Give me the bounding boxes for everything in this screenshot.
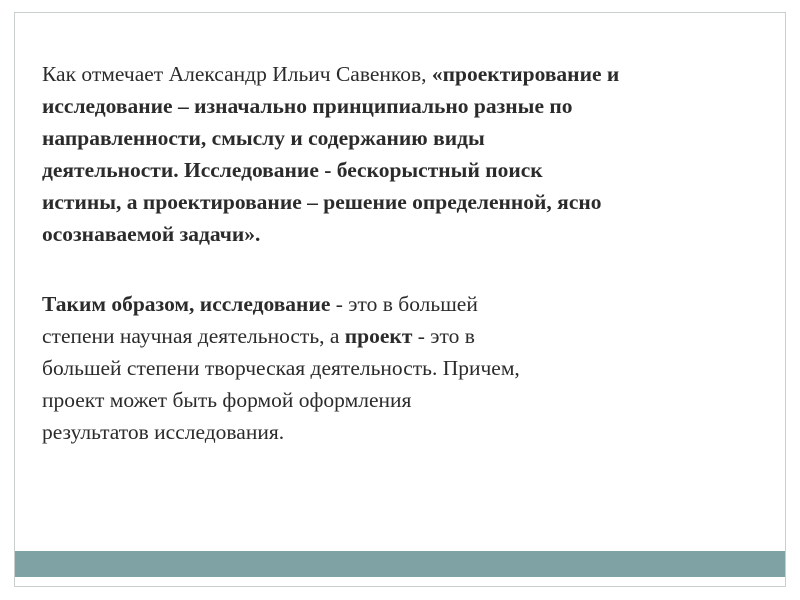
conclusion-line-1-rest: - это в большей (330, 292, 478, 316)
quote-paragraph (42, 58, 772, 250)
conclusion-bold-project: проект (344, 324, 413, 348)
slide (14, 12, 786, 587)
conclusion-line-2 (42, 320, 662, 352)
conclusion-line-2-start: степени научная деятельность, а (42, 324, 345, 348)
conclusion-paragraph (42, 288, 662, 448)
quote-line-4: деятельности. Исследование - бескорыстный поиск (42, 158, 543, 182)
quote-line-3: направленности, смыслу и содержанию виды (42, 126, 485, 150)
quote-line-2: исследование – изначально принципиально разные по (42, 94, 573, 118)
conclusion-line-1 (42, 288, 662, 320)
conclusion-line-2-rest: - это в (412, 324, 475, 348)
quote-intro: Как отмечает Александр Ильич Савенков, (42, 62, 432, 86)
quote-line-6: осознаваемой задачи». (42, 222, 261, 246)
quote-line-1 (42, 58, 772, 90)
footer-bar (15, 551, 785, 577)
conclusion-bold-lead: Таким образом, исследование (42, 292, 331, 316)
conclusion-line-3: большей степени творческая деятельность. Причем, (42, 356, 520, 380)
quote-bold-start: «проектирование и (431, 62, 620, 86)
quote-line-5: истины, а проектирование – решение определенной, ясно (42, 190, 602, 214)
conclusion-line-5: результатов исследования. (42, 420, 285, 444)
conclusion-line-4: проект может быть формой оформления (42, 388, 412, 412)
